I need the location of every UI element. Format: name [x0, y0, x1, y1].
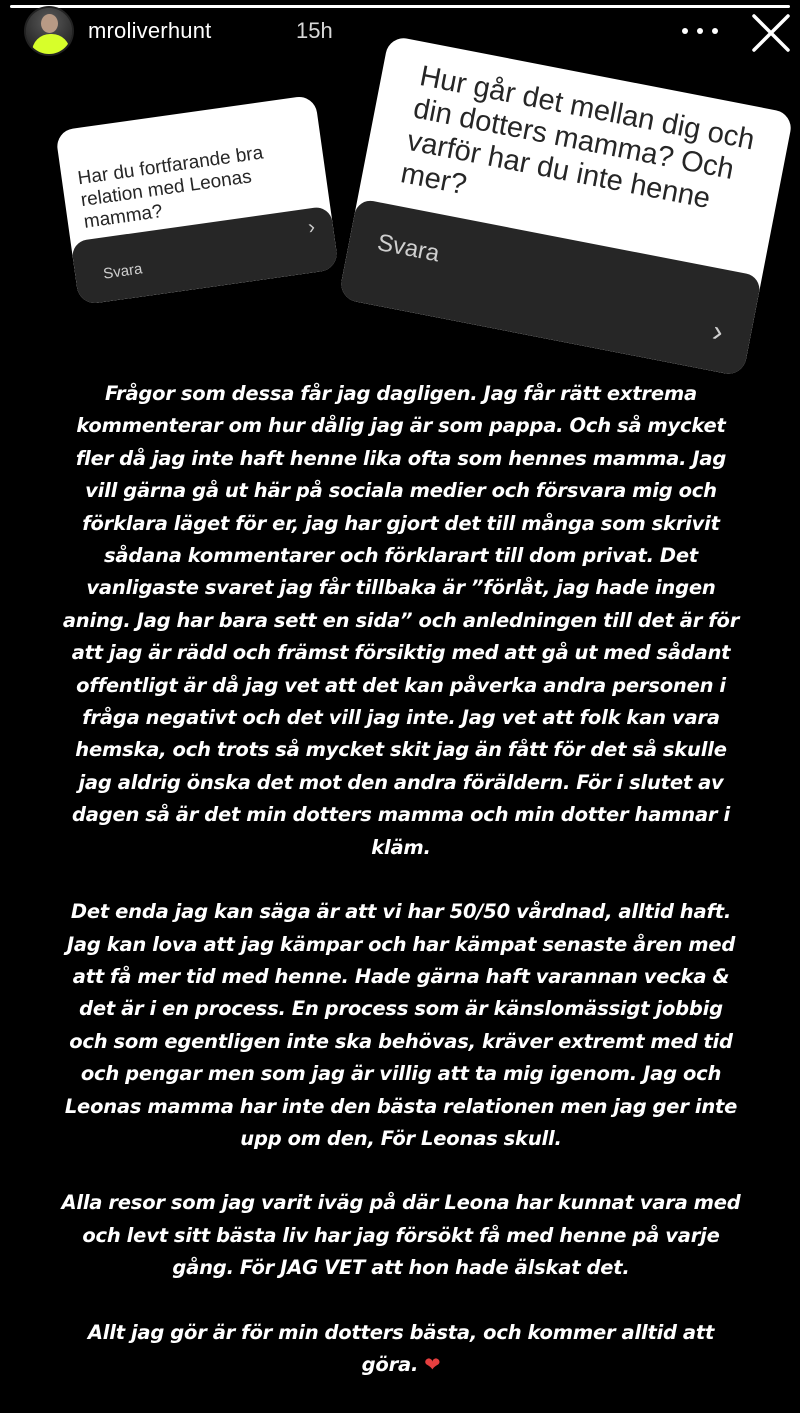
answer-label: Svara	[375, 228, 442, 268]
question-sticker-1[interactable]	[55, 95, 339, 306]
avatar[interactable]	[26, 8, 72, 54]
heart-emoji-icon: ❤	[424, 1352, 441, 1376]
more-dot	[697, 28, 703, 34]
answer-label: Svara	[102, 260, 144, 283]
chevron-right-icon: ›	[709, 314, 726, 349]
story-paragraph: Alla resor som jag varit iväg på där Leona har kunnat vara med och levt sitt bästa liv har jag försökt få med henne på varje gång. För JAG VET att hon hade älskat det.	[61, 1191, 741, 1280]
more-options-icon[interactable]	[676, 16, 724, 46]
story-progress-fill	[10, 5, 790, 8]
username[interactable]: mroliverhunt	[88, 18, 212, 43]
story-paragraph: Det enda jag kan säga är att vi har 50/50 vårdnad, alltid haft. Jag kan lova att jag kämpar och har kämpat senaste åren med att få mer tid med henne. Hade gärna haft varannan vecka & det är i en process. En process som är känslomässigt jobbig och som egentligen inte ska behövas, kräver extremt med tid och pengar men som jag är villig att ta mig igenom. Jag och Leonas mamma har inte den bästa relationen men jag ger inte upp om den, För Leonas skull.	[64, 900, 738, 1150]
question-sticker-2[interactable]	[338, 35, 794, 377]
post-time: 15h	[296, 18, 333, 43]
more-dot	[712, 28, 718, 34]
close-icon[interactable]	[748, 10, 794, 56]
story-paragraph-text: Allt jag gör är för min dotters bästa, och kommer alltid att göra.	[87, 1320, 715, 1376]
more-dot	[682, 28, 688, 34]
chevron-right-icon: ›	[306, 215, 317, 239]
story-paragraph: Frågor som dessa får jag dagligen. Jag får rätt extrema kommenterar om hur dålig jag är som pappa. Och så mycket fler då jag inte haft henne lika ofta som hennes mamma. Jag vill gärna gå ut här på sociala medier och försvara mig och förklara läget för er, jag har gjort det till många som skrivit sådana kommentarer och förklarart till dom privat. Det vanligaste svaret jag får tillbaka är ”förlåt, jag hade ingen aning. Jag har bara sett en sida” och anledningen till det är för att jag är rädd och främst försiktig med att gå ut med sådant offentligt är då jag vet att det kan påverka andra personen i fråga negativt och det vill jag inte. Jag vet att folk kan vara hemska, och trots så mycket skit jag än fått för det så skulle jag aldrig önska det mot den andra föräldern. För i slutet av dagen så är det min dotters mamma och min dotter hamnar i kläm.	[62, 382, 740, 859]
story-progress-bar	[10, 5, 790, 8]
question-text: Har du fortfarande bra relation med Leonas mamma?	[76, 142, 265, 233]
story-paragraph-last	[60, 1317, 742, 1382]
avatar-head	[41, 14, 58, 33]
story-text-block	[60, 378, 742, 1413]
question-text: Hur går det mellan dig och din dotters mamma? Och varför har du inte henne mer?	[398, 60, 758, 216]
